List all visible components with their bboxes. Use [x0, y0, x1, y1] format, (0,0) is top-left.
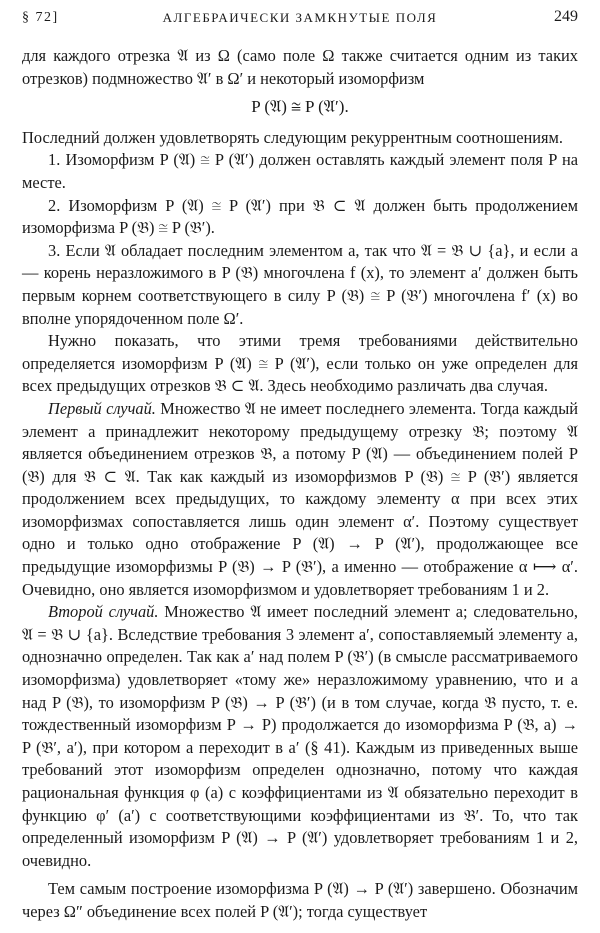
display-formula: P (𝔄) ≅ P (𝔄′).	[251, 97, 349, 117]
page-number: 249	[554, 8, 578, 25]
section-number: § 72]	[22, 10, 59, 25]
requirement-2: 2. Изоморфизм P (𝔄) ≅ P (𝔄′) при 𝔅 ⊂ 𝔄 должен быть продолжением изоморфизма P (𝔅) ≅ P (𝔅′).	[22, 195, 578, 238]
paragraph-first-case	[22, 398, 578, 601]
chapter-title: АЛГЕБРАИЧЕСКИ ЗАМКНУТЫЕ ПОЛЯ	[162, 10, 438, 25]
paragraph-second-case	[22, 601, 578, 872]
second-case-text: Множество 𝔄 имеет последний элемент a; следовательно, 𝔄 = 𝔅 ∪ {a}. Вследствие требования 3 элемент a′, сопоставляемый элементу a, однозначно определен. Так как a′ над полем P (𝔅′) (в смысле рассматриваемого изоморфизма) удовлетворяет «тому же» неразложимому уравнению, что и a над P (𝔅), то изоморфизм P (𝔅) → P (𝔅′) (и в том случае, когда 𝔅 пусто, т. е. тождественный изоморфизм P → P) продолжается до изоморфизма P (𝔅, a) → P (𝔅′, a′), при котором a переходит в a′ (§ 41). Каждым из приведенных выше требований этот изоморфизм определен однозначно, потому что каждая рациональная функция φ (a) с коэффициентами из 𝔄 обязательно переходит в функцию φ′ (a′) с соответствующими коэффициентами из 𝔅′. То, что так определенный изоморфизм P (𝔄) → P (𝔄′) удовлетворяет требованиям 1 и 2, очевидно.	[22, 602, 578, 870]
running-header	[22, 8, 578, 30]
paragraph-intro: для каждого отрезка 𝔄 из Ω (само поле Ω также считается одним из таких отрезков) подмножество 𝔄′ в Ω′ и некоторый изоморфизм	[22, 46, 578, 88]
first-case-label: Первый случай.	[48, 398, 156, 418]
requirement-3: 3. Если 𝔄 обладает последним элементом a, так что 𝔄 = 𝔅 ∪ {a}, и если a — корень неразложимого в P (𝔅) многочлена f (x), то элемент a′ должен быть первым корнем соответствующего в силу P (𝔅) ≅ P (𝔅′) многочлена f′ (x) во вполне упорядоченном поле Ω′.	[22, 240, 578, 328]
paragraph-to-show: Нужно показать, что этими тремя требованиями действительно определяется изоморфизм P (𝔄) ≅ P (𝔄′), если только он уже определен для всех предыдущих отрезков 𝔅 ⊂ 𝔄. Здесь необходимо различать два случая.	[22, 331, 578, 396]
page-body	[22, 45, 578, 924]
paragraph-conclusion: Тем самым построение изоморфизма P (𝔄) → P (𝔄′) завершено. Обозначим через Ω″ объединение всех полей P (𝔄′); тогда существует	[22, 879, 578, 921]
requirement-1: 1. Изоморфизм P (𝔄) ≅ P (𝔄′) должен оставлять каждый элемент поля P на месте.	[22, 150, 578, 192]
paragraph-recurrence: Последний должен удовлетворять следующим рекуррентным соотношениям.	[22, 127, 564, 147]
second-case-label: Второй случай.	[48, 602, 159, 622]
first-case-text: Множество 𝔄 не имеет последнего элемента. Тогда каждый элемент a принадлежит некоторому предыдущему отрезку 𝔅; поэтому 𝔄 является объединением отрезков 𝔅, а потому P (𝔄) — объединением полей P (𝔅) для 𝔅 ⊂ 𝔄. Так как каждый из изоморфизмов P (𝔅) ≅ P (𝔅′) является продолжением всех предыдущих, то каждому элементу α при всех этих изоморфизмах сопоставляется лишь один элемент α′. Поэтому существует одно и только одно отображение P (𝔄) → P (𝔄′), продолжающее все предыдущие изоморфизмы P (𝔅) → P (𝔅′), а именно — отображение α ⟼ α′. Очевидно, оно является изоморфизмом и удовлетворяет требованиям 1 и 2.	[22, 398, 578, 599]
